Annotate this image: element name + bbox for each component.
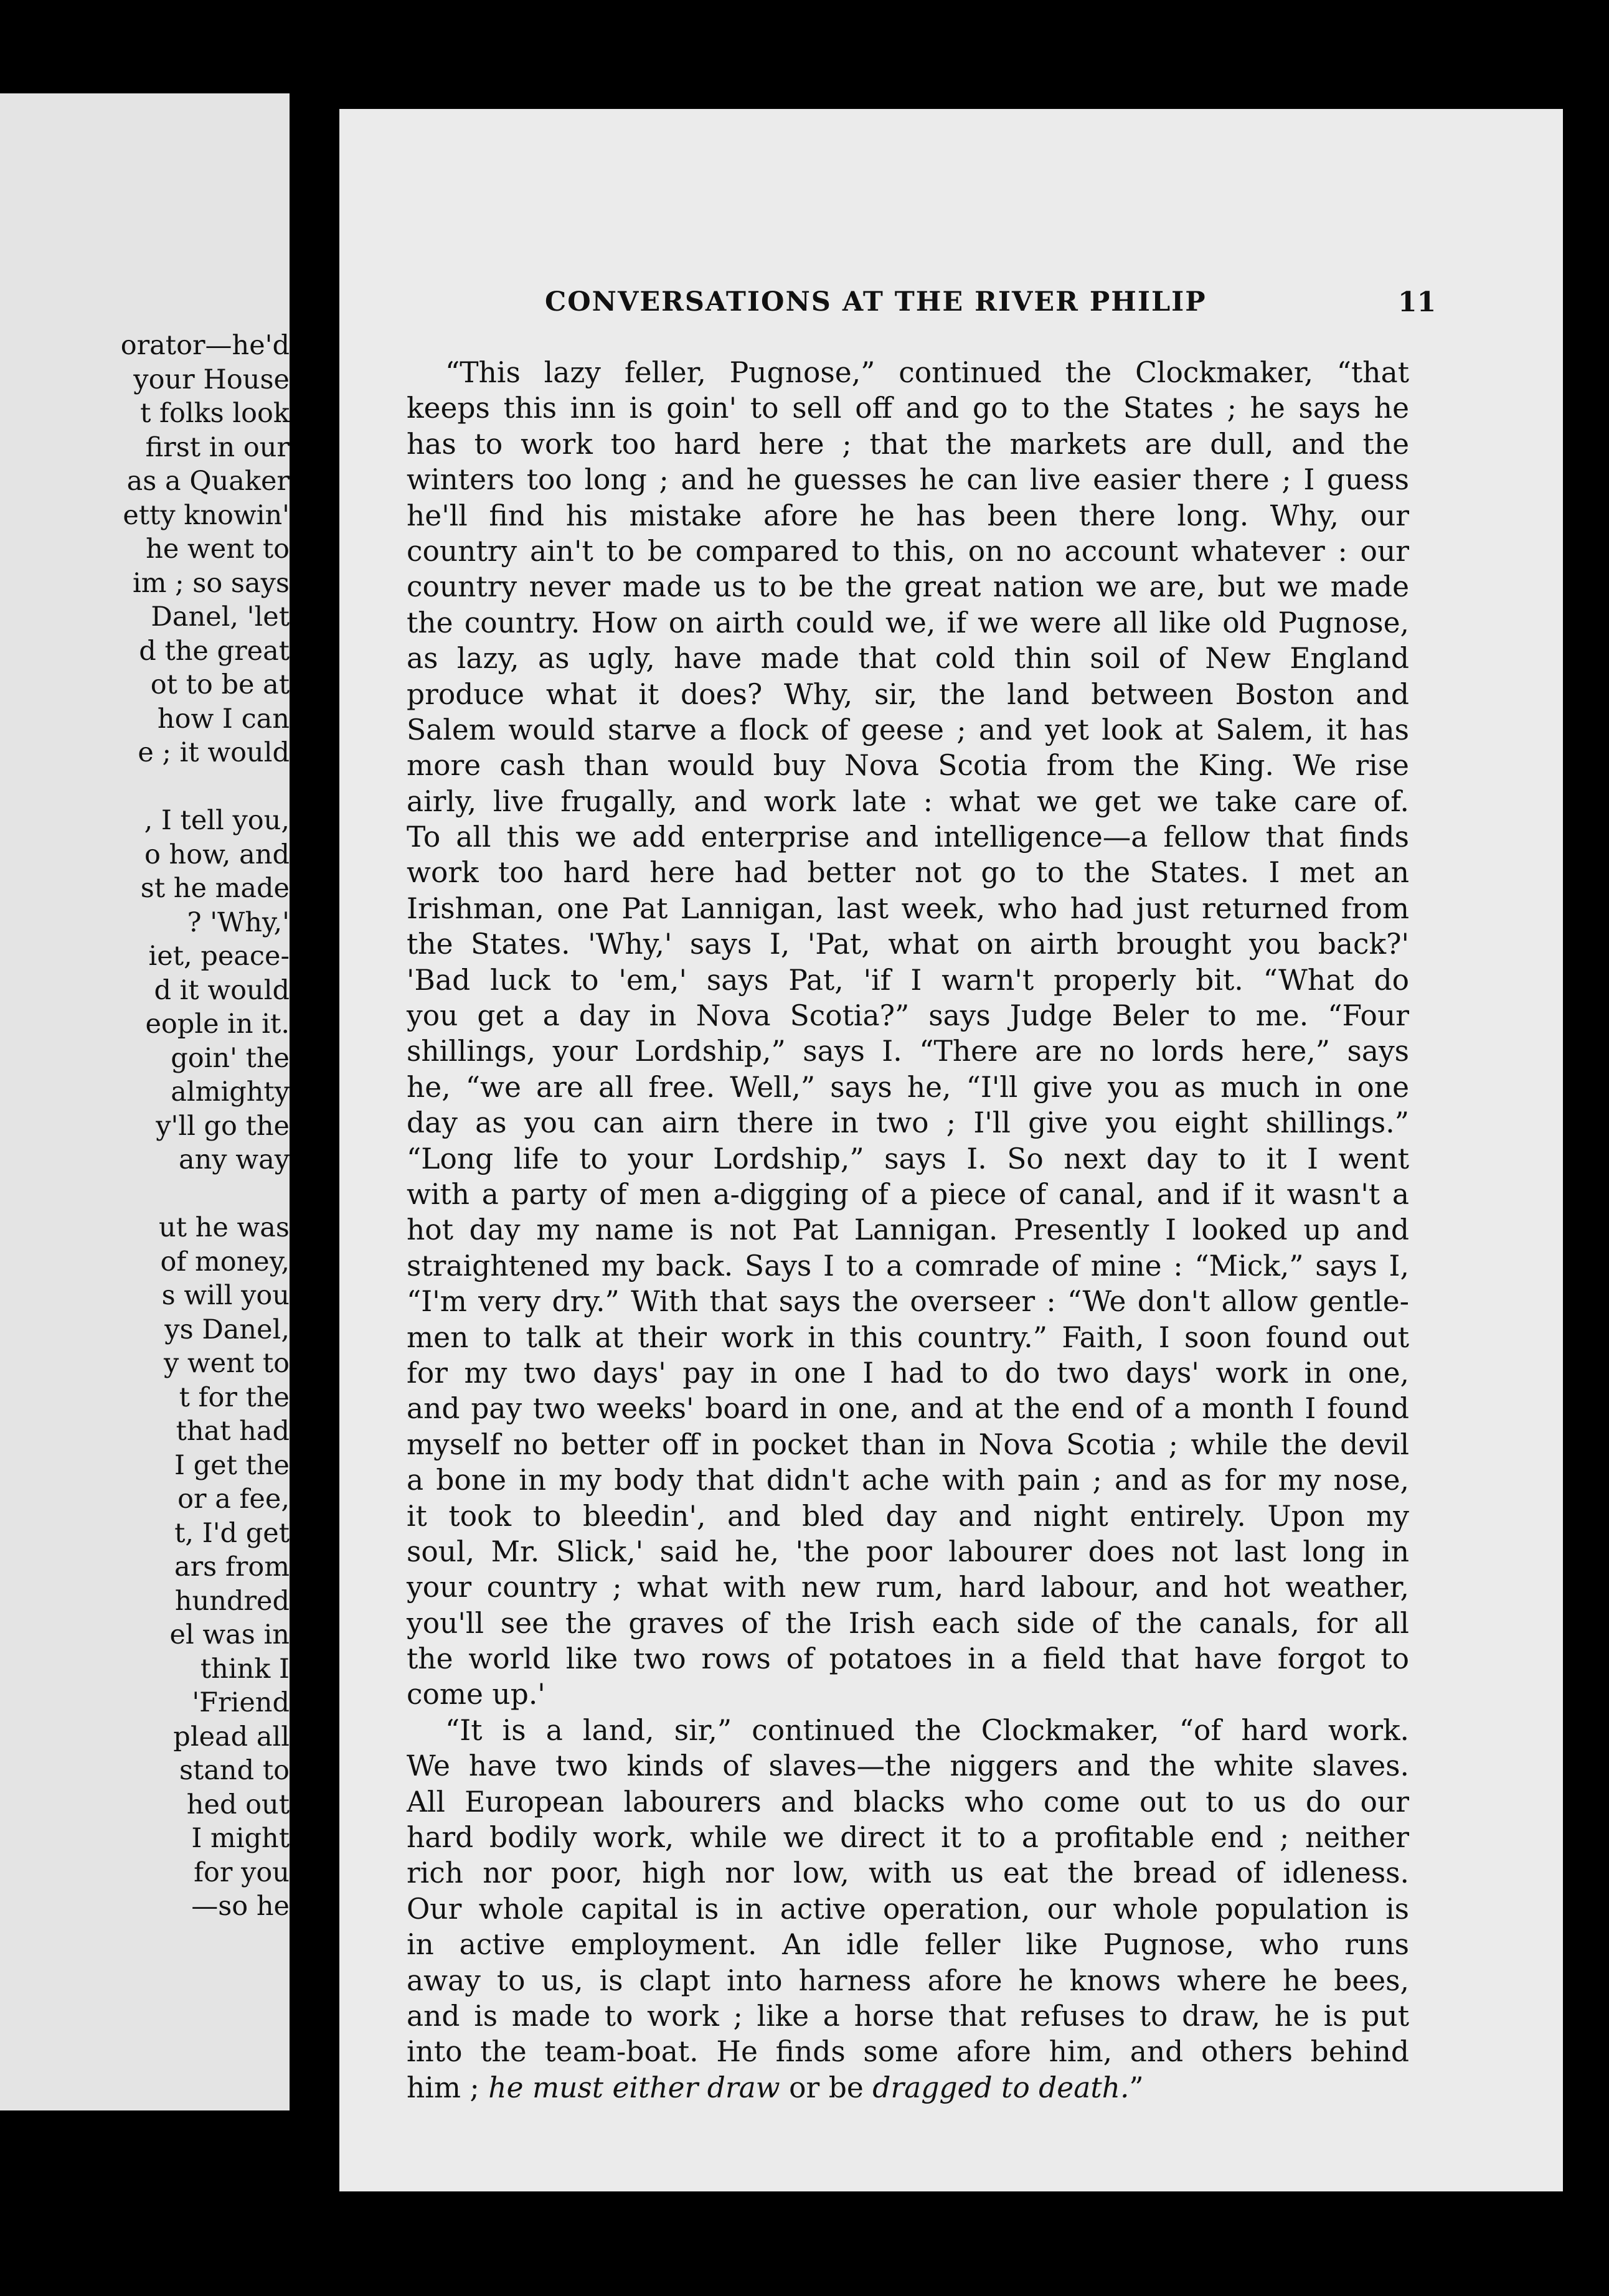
text-line: Salem would starve a flock of geese ; and yet look at Salem, it has — [407, 713, 1409, 746]
left-page-line: first in our — [145, 431, 290, 463]
left-page-line: almighty — [171, 1076, 290, 1108]
left-page-line: y'll go the — [156, 1110, 290, 1142]
text-line: more cash than would buy Nova Scotia from the King. We rise — [407, 749, 1409, 783]
text-line: soul, Mr. Slick,' said he, 'the poor labourer does not last long in — [407, 1535, 1409, 1568]
text-line: the world like two rows of potatoes in a field that have forgot to — [407, 1642, 1409, 1676]
text-line: straightened my back. Says I to a comrade of mine : “Mick,” says I, — [407, 1249, 1409, 1282]
left-page-line: that had — [176, 1416, 290, 1447]
left-page-line: your House — [133, 364, 290, 395]
text-line: in active employment. An idle feller like Pugnose, who runs — [407, 1928, 1409, 1962]
text-line: a bone in my body that didn't ache with pain ; and as for my nose, — [407, 1464, 1409, 1497]
text-line: has to work too hard here ; that the markets are dull, and the — [407, 427, 1409, 461]
text-line: men to talk at their work in this country.” Faith, I soon found out — [407, 1320, 1409, 1354]
text-line: hard bodily work, while we direct it to a profitable end ; neither — [407, 1821, 1409, 1855]
text-line: shillings, your Lordship,” says I. “There are no lords here,” says — [407, 1035, 1409, 1068]
left-page-line: as a Quaker — [126, 466, 290, 497]
left-page-line: Danel, 'let — [151, 601, 290, 633]
left-page-line: st he made — [140, 873, 290, 904]
text-line: 'Bad luck to 'em,' says Pat, 'if I warn't properly bit. “What do — [407, 963, 1409, 997]
right-page — [339, 109, 1563, 2191]
text-line: you get a day in Nova Scotia?” says Judge Beler to me. “Four — [407, 999, 1409, 1033]
text-line: for my two days' pay in one I had to do two days' work in one, — [407, 1356, 1409, 1390]
text-line: keeps this inn is goin' to sell off and go to the States ; he says he — [407, 392, 1409, 425]
text-fragment: ” — [1129, 2071, 1144, 2104]
left-page-line: el was in — [169, 1619, 290, 1650]
running-head: CONVERSATIONS AT THE RIVER PHILIP — [545, 286, 1207, 318]
text-line: with a party of men a-digging of a piece of canal, and if it wasn't a — [407, 1177, 1409, 1211]
text-line: produce what it does? Why, sir, the land between Boston and — [407, 677, 1409, 711]
text-line: it took to bleedin', and bled day and night entirely. Upon my — [407, 1499, 1409, 1533]
left-page-line: hed out — [186, 1789, 290, 1820]
text-fragment: him ; — [407, 2071, 489, 2104]
italic-phrase: dragged to death. — [872, 2071, 1130, 2104]
text-line: the States. 'Why,' says I, 'Pat, what on airth brought you back?' — [407, 928, 1409, 961]
text-line: winters too long ; and he guesses he can live easier there ; I guess — [407, 463, 1409, 497]
left-page-text — [16, 329, 290, 1924]
text-line: “Long life to your Lordship,” says I. So next day to it I went — [407, 1142, 1409, 1175]
text-line: myself no better off in pocket than in Nova Scotia ; while the devil — [407, 1428, 1409, 1461]
text-line: airly, live frugally, and work late : what we get we take care of. — [407, 784, 1409, 818]
left-page-line: 'Friend — [192, 1687, 290, 1718]
left-page-line: ot to be at — [150, 669, 290, 700]
text-line: We have two kinds of slaves—the niggers and the white slaves. — [407, 1749, 1409, 1783]
text-line: come up.' — [407, 1678, 545, 1711]
text-line: day as you can airn there in two ; I'll give you eight shillings.” — [407, 1106, 1409, 1140]
left-page-line: s will you — [161, 1280, 290, 1311]
text-line-final — [407, 2070, 1409, 2105]
left-page-line: of money, — [160, 1246, 290, 1277]
text-line: and pay two weeks' board in one, and at the end of a month I found — [407, 1392, 1409, 1426]
left-page-line: ut he was — [159, 1212, 290, 1243]
left-page-line: orator—he'd — [120, 330, 290, 361]
text-line: “I'm very dry.” With that says the overseer : “We don't allow gentle- — [407, 1285, 1409, 1319]
text-line: away to us, is clapt into harness afore he knows where he bees, — [407, 1964, 1409, 1997]
left-page-line: y went to — [163, 1348, 290, 1379]
left-page-line: im ; so says — [132, 567, 290, 599]
text-line: into the team-boat. He finds some afore him, and others behind — [407, 2035, 1409, 2069]
text-line: your country ; what with new rum, hard labour, and hot weather, — [407, 1571, 1409, 1604]
text-line: he'll find his mistake afore he has been there long. Why, our — [407, 499, 1409, 532]
left-page-line: iet, peace- — [148, 941, 290, 972]
text-line: “This lazy feller, Pugnose,” continued the Clockmaker, “that — [445, 356, 1409, 389]
text-fragment: or be — [780, 2071, 873, 2104]
text-line: and is made to work ; like a horse that refuses to draw, he is put — [407, 1999, 1409, 2033]
left-page-line: hundred — [174, 1585, 290, 1617]
left-page-line: ars from — [174, 1551, 290, 1583]
body-text — [407, 355, 1409, 2105]
text-line: To all this we add enterprise and intelligence—a fellow that finds — [407, 821, 1409, 854]
italic-phrase: he must either draw — [488, 2071, 780, 2104]
left-page-line: or a fee, — [177, 1484, 290, 1515]
left-facing-page — [0, 93, 290, 2110]
left-page-line: d the great — [139, 635, 290, 667]
page-number: 11 — [1398, 286, 1437, 318]
left-page-line: I get the — [174, 1449, 290, 1481]
left-page-line: any way — [178, 1144, 290, 1175]
text-line: country never made us to be the great nation we are, but we made — [407, 570, 1409, 604]
left-page-line: how I can — [157, 703, 290, 735]
left-page-line: t for the — [179, 1381, 290, 1413]
text-line: you'll see the graves of the Irish each side of the canals, for all — [407, 1606, 1409, 1640]
text-line: “It is a land, sir,” continued the Clockmaker, “of hard work. — [445, 1713, 1409, 1747]
left-page-line — [16, 1177, 290, 1212]
left-page-line — [16, 770, 290, 804]
left-page-line: he went to — [146, 534, 290, 565]
text-line: country ain't to be compared to this, on no account whatever : our — [407, 534, 1409, 568]
left-page-line: goin' the — [171, 1042, 290, 1074]
left-page-line: think I — [200, 1653, 290, 1685]
text-line: he, “we are all free. Well,” says he, “I'll give you as much in one — [407, 1070, 1409, 1104]
text-line: as lazy, as ugly, have made that cold thin soil of New England — [407, 642, 1409, 675]
left-page-line: —so he — [191, 1891, 290, 1922]
left-page-line: t folks look — [140, 398, 290, 429]
left-page-line: ys Danel, — [164, 1314, 290, 1345]
text-line: the country. How on airth could we, if we were all like old Pugnose, — [407, 606, 1409, 639]
text-line: Our whole capital is in active operation, our whole population is — [407, 1892, 1409, 1926]
left-page-line: for you — [194, 1856, 290, 1888]
text-line: Irishman, one Pat Lannigan, last week, who had just returned from — [407, 892, 1409, 925]
left-page-line: t, I'd get — [174, 1517, 290, 1549]
book-gutter — [290, 0, 339, 2296]
text-line: All European labourers and blacks who come out to us do our — [407, 1785, 1409, 1818]
left-page-line: o how, and — [144, 839, 290, 870]
left-page-line: plead all — [173, 1721, 290, 1753]
left-page-line: etty knowin' — [123, 499, 290, 531]
text-line: hot day my name is not Pat Lannigan. Presently I looked up and — [407, 1213, 1409, 1247]
text-line: rich nor poor, high nor low, with us eat the bread of idleness. — [407, 1856, 1409, 1890]
left-page-line: , I tell you, — [144, 805, 290, 836]
text-line: work too hard here had better not go to the States. I met an — [407, 856, 1409, 890]
left-page-line: stand to — [179, 1755, 290, 1786]
left-page-line: e ; it would — [138, 737, 290, 768]
left-page-line: d it would — [154, 974, 290, 1006]
left-page-line: ? 'Why,' — [187, 906, 290, 938]
left-page-line: I might — [191, 1823, 290, 1854]
left-page-line: eople in it. — [145, 1009, 290, 1040]
